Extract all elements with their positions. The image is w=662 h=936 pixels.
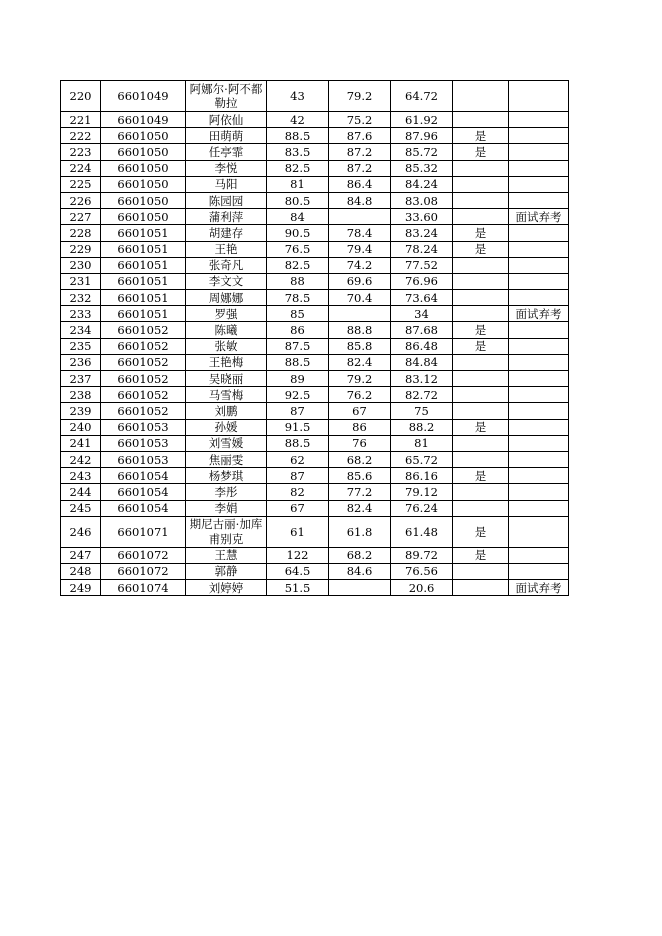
position-code-cell: 6601050 xyxy=(101,176,186,192)
table-row xyxy=(61,81,569,112)
interview-score-cell: 67 xyxy=(329,403,391,419)
table-row xyxy=(61,257,569,273)
selected-cell xyxy=(453,354,509,370)
written-score-cell: 92.5 xyxy=(267,387,329,403)
remark-cell: 面试弃考 xyxy=(509,209,569,225)
total-score-cell: 84.84 xyxy=(391,354,453,370)
position-code-cell: 6601072 xyxy=(101,563,186,579)
selected-cell: 是 xyxy=(453,468,509,484)
interview-score-cell: 87.6 xyxy=(329,128,391,144)
name-cell: 孙媛 xyxy=(186,419,267,435)
position-code-cell: 6601051 xyxy=(101,290,186,306)
row-number-cell: 245 xyxy=(61,500,101,516)
row-number-cell: 244 xyxy=(61,484,101,500)
table-row xyxy=(61,144,569,160)
position-code-cell: 6601052 xyxy=(101,338,186,354)
interview-score-cell: 76.2 xyxy=(329,387,391,403)
name-cell: 马雪梅 xyxy=(186,387,267,403)
row-number-cell: 247 xyxy=(61,547,101,563)
position-code-cell: 6601054 xyxy=(101,468,186,484)
row-number-cell: 246 xyxy=(61,516,101,547)
selected-cell xyxy=(453,580,509,596)
position-code-cell: 6601050 xyxy=(101,192,186,208)
remark-cell xyxy=(509,435,569,451)
row-number-cell: 225 xyxy=(61,176,101,192)
position-code-cell: 6601051 xyxy=(101,241,186,257)
row-number-cell: 239 xyxy=(61,403,101,419)
interview-score-cell: 86 xyxy=(329,419,391,435)
selected-cell: 是 xyxy=(453,225,509,241)
table-row xyxy=(61,500,569,516)
name-cell: 张敏 xyxy=(186,338,267,354)
row-number-cell: 235 xyxy=(61,338,101,354)
written-score-cell: 82.5 xyxy=(267,257,329,273)
remark-cell xyxy=(509,144,569,160)
table-row xyxy=(61,435,569,451)
total-score-cell: 65.72 xyxy=(391,451,453,467)
table-row xyxy=(61,225,569,241)
name-cell: 刘鹏 xyxy=(186,403,267,419)
interview-score-cell: 76 xyxy=(329,435,391,451)
total-score-cell: 83.08 xyxy=(391,192,453,208)
selected-cell: 是 xyxy=(453,419,509,435)
interview-score-cell: 61.8 xyxy=(329,516,391,547)
row-number-cell: 226 xyxy=(61,192,101,208)
total-score-cell: 34 xyxy=(391,306,453,322)
total-score-cell: 76.24 xyxy=(391,500,453,516)
table-row xyxy=(61,160,569,176)
interview-score-cell: 88.8 xyxy=(329,322,391,338)
total-score-cell: 86.48 xyxy=(391,338,453,354)
selected-cell xyxy=(453,192,509,208)
row-number-cell: 232 xyxy=(61,290,101,306)
interview-score-cell: 70.4 xyxy=(329,290,391,306)
selected-cell xyxy=(453,160,509,176)
selected-cell xyxy=(453,257,509,273)
results-table xyxy=(60,80,569,596)
position-code-cell: 6601050 xyxy=(101,209,186,225)
table-row xyxy=(61,306,569,322)
written-score-cell: 91.5 xyxy=(267,419,329,435)
position-code-cell: 6601052 xyxy=(101,322,186,338)
interview-score-cell: 77.2 xyxy=(329,484,391,500)
interview-score-cell: 79.2 xyxy=(329,81,391,112)
row-number-cell: 248 xyxy=(61,563,101,579)
selected-cell: 是 xyxy=(453,241,509,257)
name-cell: 蒲利萍 xyxy=(186,209,267,225)
total-score-cell: 76.96 xyxy=(391,273,453,289)
row-number-cell: 238 xyxy=(61,387,101,403)
row-number-cell: 220 xyxy=(61,81,101,112)
remark-cell xyxy=(509,484,569,500)
name-cell: 吴晓丽 xyxy=(186,371,267,387)
position-code-cell: 6601049 xyxy=(101,81,186,112)
interview-score-cell: 82.4 xyxy=(329,500,391,516)
selected-cell xyxy=(453,403,509,419)
position-code-cell: 6601051 xyxy=(101,225,186,241)
selected-cell: 是 xyxy=(453,338,509,354)
interview-score-cell: 82.4 xyxy=(329,354,391,370)
table-row xyxy=(61,128,569,144)
total-score-cell: 20.6 xyxy=(391,580,453,596)
remark-cell xyxy=(509,322,569,338)
table-row xyxy=(61,468,569,484)
position-code-cell: 6601050 xyxy=(101,128,186,144)
name-cell: 胡建存 xyxy=(186,225,267,241)
interview-score-cell: 79.4 xyxy=(329,241,391,257)
row-number-cell: 240 xyxy=(61,419,101,435)
row-number-cell: 241 xyxy=(61,435,101,451)
written-score-cell: 78.5 xyxy=(267,290,329,306)
name-cell: 焦丽雯 xyxy=(186,451,267,467)
position-code-cell: 6601053 xyxy=(101,419,186,435)
name-cell: 李悦 xyxy=(186,160,267,176)
row-number-cell: 231 xyxy=(61,273,101,289)
written-score-cell: 86 xyxy=(267,322,329,338)
position-code-cell: 6601053 xyxy=(101,451,186,467)
total-score-cell: 75 xyxy=(391,403,453,419)
remark-cell xyxy=(509,338,569,354)
row-number-cell: 223 xyxy=(61,144,101,160)
name-cell: 杨梦琪 xyxy=(186,468,267,484)
written-score-cell: 67 xyxy=(267,500,329,516)
written-score-cell: 122 xyxy=(267,547,329,563)
position-code-cell: 6601051 xyxy=(101,273,186,289)
written-score-cell: 87 xyxy=(267,468,329,484)
position-code-cell: 6601049 xyxy=(101,112,186,128)
remark-cell xyxy=(509,112,569,128)
name-cell: 李娟 xyxy=(186,500,267,516)
written-score-cell: 82.5 xyxy=(267,160,329,176)
selected-cell: 是 xyxy=(453,144,509,160)
table-row xyxy=(61,112,569,128)
selected-cell xyxy=(453,387,509,403)
total-score-cell: 83.12 xyxy=(391,371,453,387)
total-score-cell: 73.64 xyxy=(391,290,453,306)
total-score-cell: 61.48 xyxy=(391,516,453,547)
table-row xyxy=(61,241,569,257)
name-cell: 马阳 xyxy=(186,176,267,192)
position-code-cell: 6601052 xyxy=(101,354,186,370)
interview-score-cell: 85.6 xyxy=(329,468,391,484)
selected-cell xyxy=(453,290,509,306)
name-cell: 阿依仙 xyxy=(186,112,267,128)
name-cell: 周娜娜 xyxy=(186,290,267,306)
row-number-cell: 227 xyxy=(61,209,101,225)
row-number-cell: 222 xyxy=(61,128,101,144)
total-score-cell: 82.72 xyxy=(391,387,453,403)
name-cell: 郭静 xyxy=(186,563,267,579)
table-row xyxy=(61,547,569,563)
selected-cell xyxy=(453,435,509,451)
written-score-cell: 87.5 xyxy=(267,338,329,354)
remark-cell xyxy=(509,176,569,192)
total-score-cell: 77.52 xyxy=(391,257,453,273)
table-row xyxy=(61,371,569,387)
total-score-cell: 85.72 xyxy=(391,144,453,160)
table-row xyxy=(61,516,569,547)
name-cell: 田萌萌 xyxy=(186,128,267,144)
name-cell: 王艳 xyxy=(186,241,267,257)
selected-cell xyxy=(453,112,509,128)
total-score-cell: 79.12 xyxy=(391,484,453,500)
interview-score-cell: 85.8 xyxy=(329,338,391,354)
table-row xyxy=(61,273,569,289)
selected-cell xyxy=(453,371,509,387)
remark-cell xyxy=(509,403,569,419)
results-table-body xyxy=(61,81,569,596)
total-score-cell: 86.16 xyxy=(391,468,453,484)
interview-score-cell: 78.4 xyxy=(329,225,391,241)
remark-cell xyxy=(509,192,569,208)
row-number-cell: 230 xyxy=(61,257,101,273)
table-row xyxy=(61,354,569,370)
interview-score-cell: 79.2 xyxy=(329,371,391,387)
total-score-cell: 84.24 xyxy=(391,176,453,192)
interview-score-cell: 84.6 xyxy=(329,563,391,579)
row-number-cell: 243 xyxy=(61,468,101,484)
name-cell: 罗强 xyxy=(186,306,267,322)
row-number-cell: 237 xyxy=(61,371,101,387)
selected-cell xyxy=(453,273,509,289)
selected-cell xyxy=(453,306,509,322)
table-row xyxy=(61,290,569,306)
name-cell: 阿娜尔·阿不都勒拉 xyxy=(186,81,267,112)
position-code-cell: 6601071 xyxy=(101,516,186,547)
remark-cell xyxy=(509,81,569,112)
selected-cell xyxy=(453,176,509,192)
remark-cell xyxy=(509,547,569,563)
selected-cell xyxy=(453,81,509,112)
selected-cell xyxy=(453,500,509,516)
row-number-cell: 229 xyxy=(61,241,101,257)
total-score-cell: 89.72 xyxy=(391,547,453,563)
selected-cell: 是 xyxy=(453,128,509,144)
interview-score-cell: 87.2 xyxy=(329,160,391,176)
written-score-cell: 82 xyxy=(267,484,329,500)
remark-cell xyxy=(509,273,569,289)
interview-score-cell: 69.6 xyxy=(329,273,391,289)
row-number-cell: 228 xyxy=(61,225,101,241)
name-cell: 王慧 xyxy=(186,547,267,563)
table-row xyxy=(61,580,569,596)
table-row xyxy=(61,387,569,403)
written-score-cell: 51.5 xyxy=(267,580,329,596)
written-score-cell: 76.5 xyxy=(267,241,329,257)
interview-score-cell xyxy=(329,209,391,225)
written-score-cell: 85 xyxy=(267,306,329,322)
total-score-cell: 76.56 xyxy=(391,563,453,579)
remark-cell xyxy=(509,354,569,370)
total-score-cell: 64.72 xyxy=(391,81,453,112)
remark-cell xyxy=(509,241,569,257)
written-score-cell: 42 xyxy=(267,112,329,128)
table-row xyxy=(61,451,569,467)
remark-cell xyxy=(509,160,569,176)
name-cell: 陈曦 xyxy=(186,322,267,338)
name-cell: 李文文 xyxy=(186,273,267,289)
remark-cell xyxy=(509,387,569,403)
total-score-cell: 85.32 xyxy=(391,160,453,176)
remark-cell xyxy=(509,257,569,273)
remark-cell xyxy=(509,451,569,467)
written-score-cell: 64.5 xyxy=(267,563,329,579)
row-number-cell: 233 xyxy=(61,306,101,322)
remark-cell xyxy=(509,225,569,241)
written-score-cell: 89 xyxy=(267,371,329,387)
position-code-cell: 6601050 xyxy=(101,160,186,176)
remark-cell xyxy=(509,500,569,516)
total-score-cell: 88.2 xyxy=(391,419,453,435)
written-score-cell: 88.5 xyxy=(267,435,329,451)
interview-score-cell: 75.2 xyxy=(329,112,391,128)
row-number-cell: 249 xyxy=(61,580,101,596)
name-cell: 张奇凡 xyxy=(186,257,267,273)
interview-score-cell: 68.2 xyxy=(329,451,391,467)
position-code-cell: 6601054 xyxy=(101,484,186,500)
written-score-cell: 88 xyxy=(267,273,329,289)
written-score-cell: 90.5 xyxy=(267,225,329,241)
table-row xyxy=(61,322,569,338)
position-code-cell: 6601074 xyxy=(101,580,186,596)
remark-cell xyxy=(509,468,569,484)
name-cell: 期尼古丽·加库甫别克 xyxy=(186,516,267,547)
position-code-cell: 6601052 xyxy=(101,403,186,419)
written-score-cell: 88.5 xyxy=(267,354,329,370)
selected-cell: 是 xyxy=(453,547,509,563)
written-score-cell: 83.5 xyxy=(267,144,329,160)
row-number-cell: 221 xyxy=(61,112,101,128)
interview-score-cell: 74.2 xyxy=(329,257,391,273)
written-score-cell: 43 xyxy=(267,81,329,112)
position-code-cell: 6601053 xyxy=(101,435,186,451)
total-score-cell: 81 xyxy=(391,435,453,451)
name-cell: 李彤 xyxy=(186,484,267,500)
total-score-cell: 61.92 xyxy=(391,112,453,128)
remark-cell xyxy=(509,128,569,144)
interview-score-cell: 84.8 xyxy=(329,192,391,208)
interview-score-cell: 86.4 xyxy=(329,176,391,192)
selected-cell: 是 xyxy=(453,322,509,338)
remark-cell xyxy=(509,371,569,387)
name-cell: 刘婷婷 xyxy=(186,580,267,596)
name-cell: 陈园园 xyxy=(186,192,267,208)
written-score-cell: 88.5 xyxy=(267,128,329,144)
table-row xyxy=(61,192,569,208)
interview-score-cell: 87.2 xyxy=(329,144,391,160)
remark-cell xyxy=(509,290,569,306)
position-code-cell: 6601054 xyxy=(101,500,186,516)
table-row xyxy=(61,209,569,225)
remark-cell xyxy=(509,516,569,547)
name-cell: 刘雪媛 xyxy=(186,435,267,451)
total-score-cell: 87.96 xyxy=(391,128,453,144)
position-code-cell: 6601052 xyxy=(101,387,186,403)
name-cell: 王艳梅 xyxy=(186,354,267,370)
table-row xyxy=(61,484,569,500)
name-cell: 任亭霏 xyxy=(186,144,267,160)
interview-score-cell: 68.2 xyxy=(329,547,391,563)
table-row xyxy=(61,563,569,579)
written-score-cell: 80.5 xyxy=(267,192,329,208)
remark-cell xyxy=(509,419,569,435)
position-code-cell: 6601051 xyxy=(101,306,186,322)
selected-cell: 是 xyxy=(453,516,509,547)
position-code-cell: 6601052 xyxy=(101,371,186,387)
table-row xyxy=(61,176,569,192)
interview-score-cell xyxy=(329,306,391,322)
written-score-cell: 61 xyxy=(267,516,329,547)
total-score-cell: 83.24 xyxy=(391,225,453,241)
position-code-cell: 6601051 xyxy=(101,257,186,273)
selected-cell xyxy=(453,209,509,225)
remark-cell: 面试弃考 xyxy=(509,580,569,596)
table-row xyxy=(61,403,569,419)
row-number-cell: 236 xyxy=(61,354,101,370)
selected-cell xyxy=(453,563,509,579)
remark-cell: 面试弃考 xyxy=(509,306,569,322)
row-number-cell: 224 xyxy=(61,160,101,176)
written-score-cell: 62 xyxy=(267,451,329,467)
total-score-cell: 33.60 xyxy=(391,209,453,225)
table-row xyxy=(61,419,569,435)
written-score-cell: 87 xyxy=(267,403,329,419)
row-number-cell: 242 xyxy=(61,451,101,467)
position-code-cell: 6601072 xyxy=(101,547,186,563)
interview-score-cell xyxy=(329,580,391,596)
table-row xyxy=(61,338,569,354)
written-score-cell: 81 xyxy=(267,176,329,192)
selected-cell xyxy=(453,451,509,467)
remark-cell xyxy=(509,563,569,579)
row-number-cell: 234 xyxy=(61,322,101,338)
position-code-cell: 6601050 xyxy=(101,144,186,160)
total-score-cell: 78.24 xyxy=(391,241,453,257)
selected-cell xyxy=(453,484,509,500)
written-score-cell: 84 xyxy=(267,209,329,225)
total-score-cell: 87.68 xyxy=(391,322,453,338)
